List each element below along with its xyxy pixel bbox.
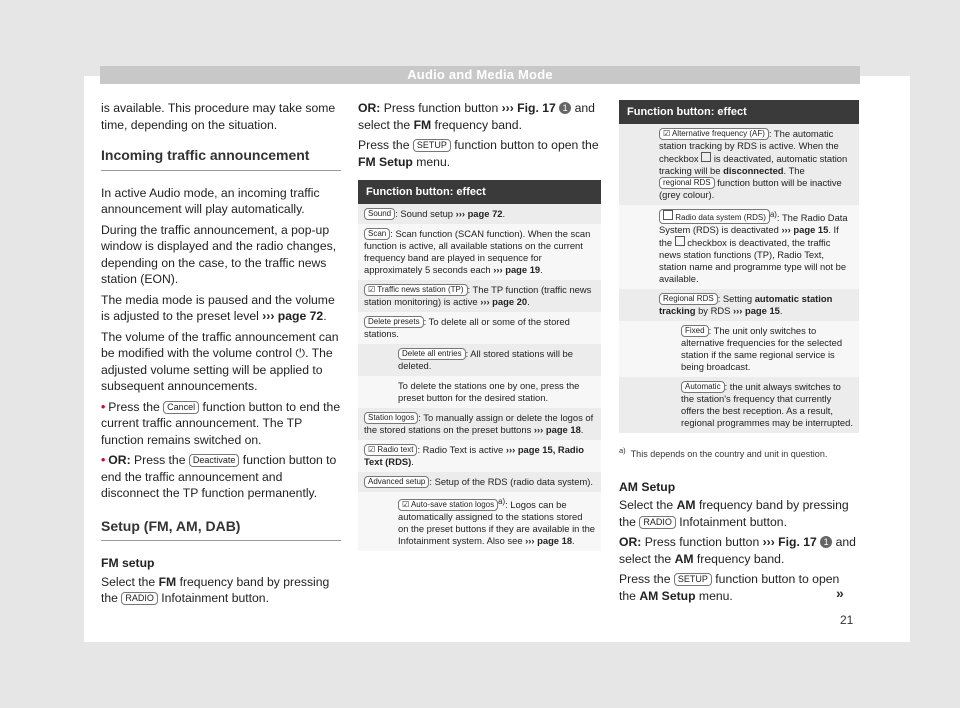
callout-number: 1 — [559, 102, 571, 114]
checkmark-icon: ☑ — [368, 285, 376, 294]
page-ref-link[interactable]: ››› page 72 — [262, 309, 324, 323]
paragraph: Press the SETUP function button to open the FM Setup menu. — [358, 138, 599, 169]
scan-button[interactable]: Scan — [364, 228, 390, 240]
advanced-setup-table — [619, 100, 859, 433]
column-1 — [101, 100, 341, 611]
regional-rds-button[interactable]: regional RDS — [659, 177, 715, 189]
bullet-item: • OR: Press the Deactivate function button to end the traffic announcement and disconnect the TP function permanently. — [101, 453, 337, 500]
cancel-button[interactable]: Cancel — [163, 401, 199, 414]
table-row: Scan : Scan function (SCAN function). When the scan function is active, all available stations on the current frequency band are played in sequence for approximately 5 seconds each ››› page 19. — [358, 224, 601, 280]
paragraph: OR: Press function button ››› Fig. 17 1 and select the FM frequency band. — [358, 101, 595, 132]
table-row: Regional RDS : Setting automatic station tracking by RDS ››› page 15. — [653, 289, 859, 321]
radio-button[interactable]: RADIO — [121, 592, 158, 605]
fig-ref-link[interactable]: ››› Fig. 17 — [501, 101, 556, 115]
checkbox-icon — [663, 210, 673, 220]
regional-rds-button[interactable]: Regional RDS — [659, 293, 718, 305]
table-row: ☑ Alternative frequency (AF) : The automatic station tracking by RDS is active. When the checkbox is deactivated, automatic station tracking will be disconnected. The regional RDS function button will be inactive (grey colour). — [653, 124, 859, 205]
paragraph: In active Audio mode, an incoming traffic announcement will play automatically. — [101, 185, 320, 216]
automatic-button[interactable]: Automatic — [681, 381, 725, 393]
checkmark-icon: ☑ — [368, 445, 376, 454]
table-row: ☑ Radio text : Radio Text is active ››› page 15, Radio Text (RDS). — [358, 440, 601, 472]
footnote: $^{a)}$ This depends on the country and unit in question. — [619, 446, 828, 460]
table-row: Delete presets : To delete all or some of the stored stations. — [358, 312, 601, 344]
bullet-icon: • — [101, 399, 106, 414]
af-button[interactable]: ☑ Alternative frequency (AF) — [659, 128, 769, 140]
paragraph: During the traffic announcement, a pop-up window is displayed and the radio changes, depending on the case, to the traffic news station (EON). — [101, 222, 337, 286]
column-3 — [619, 100, 859, 608]
deactivate-button[interactable]: Deactivate — [189, 454, 240, 467]
radio-text-button[interactable]: ☑ Radio text — [364, 444, 417, 456]
bullet-item: • Press the Cancel function button to end the current traffic announcement. The TP function remains switched on. — [101, 399, 341, 447]
auto-save-logos-button[interactable]: ☑ Auto-save station logos — [398, 499, 498, 511]
setup-button[interactable]: SETUP — [413, 139, 451, 152]
fig-ref-link[interactable]: ››› Fig. 17 — [762, 535, 817, 550]
page-number: 21 — [840, 613, 854, 627]
fm-function-table — [358, 180, 601, 551]
bullet-icon: • — [101, 453, 106, 467]
continue-mark: » — [836, 585, 844, 601]
delete-presets-button[interactable]: Delete presets — [364, 316, 424, 328]
rds-button[interactable]: Radio data system (RDS) — [659, 209, 770, 224]
radio-button[interactable]: RADIO — [639, 516, 676, 529]
paragraph: The volume of the traffic announcement can be modified with the volume control ⏻. The adjusted volume setting will be applied to subsequent announcements. — [101, 329, 339, 393]
table-row: To delete the stations one by one, press the preset button for the desired station. — [392, 376, 601, 408]
table-row: Station logos : To manually assign or delete the logos of the stored stations on the preset buttons ››› page 18. — [358, 408, 601, 440]
checkbox-icon — [675, 236, 685, 246]
table-row: Automatic : the unit always switches to the station's frequency that currently offers the best reception. As a result, regional programmes may be interrupted. — [675, 377, 859, 433]
section-heading-traffic: Incoming traffic announcement — [101, 137, 341, 171]
table-row: Advanced setup : Setup of the RDS (radio data system). — [358, 472, 601, 492]
subheading-am: AM Setup — [619, 479, 676, 494]
checkmark-icon: ☑ — [402, 500, 410, 510]
paragraph: Select the FM frequency band by pressing the RADIO Infotainment button. — [101, 574, 330, 605]
tp-button[interactable]: ☑ Traffic news station (TP) — [364, 284, 468, 296]
column-2 — [358, 100, 601, 551]
table-row: ☑ Auto-save station logos $^{a)}$: Logos can be automatically assigned to the stations stored on the preset buttons if they are available in the Infotainment system. Also see ››› page 18. — [392, 492, 601, 551]
subheading-fm: FM setup — [101, 556, 155, 570]
table-row: Radio data system (RDS) $^{a)}$: The Radio Data System (RDS) is deactivated ››› page 15. If the checkbox is deactivated, the traffic news station functions (TP), Radio Text, station name and programme type will not be available. — [653, 205, 859, 289]
table-row: Sound : Sound setup ››› page 72. — [358, 204, 601, 224]
checkmark-icon: ☑ — [663, 129, 671, 138]
table-row: ☑ Traffic news station (TP) : The TP function (traffic news station monitoring) is active ››› page 20. — [358, 280, 601, 312]
paragraph: is available. This procedure may take some time, depending on the situation. — [101, 101, 336, 132]
paragraph: Select the AM frequency band by pressing the RADIO Infotainment button. — [619, 498, 849, 529]
table-header: Function button: effect — [619, 100, 859, 124]
setup-button[interactable]: SETUP — [674, 573, 712, 586]
paragraph: OR: Press function button ››› Fig. 17 1 and select the AM frequency band. — [619, 535, 856, 566]
page-header: Audio and Media Mode — [100, 66, 860, 84]
table-row: Delete all entries : All stored stations will be deleted. — [392, 344, 601, 376]
delete-all-entries-button[interactable]: Delete all entries — [398, 348, 466, 360]
power-icon: ⏻ — [295, 346, 306, 360]
paragraph: Press the SETUP function button to open the AM Setup menu. — [619, 572, 840, 603]
checkbox-icon — [701, 152, 711, 162]
station-logos-button[interactable]: Station logos — [364, 412, 418, 424]
fixed-button[interactable]: Fixed — [681, 325, 709, 337]
callout-number: 1 — [820, 536, 832, 548]
table-row: Fixed : The unit only switches to alternative frequencies for the selected station if the same regional service is being broadcast. — [675, 321, 859, 377]
paragraph: The media mode is paused and the volume is adjusted to the preset level ››› page 72. — [101, 292, 335, 323]
advanced-setup-button[interactable]: Advanced setup — [364, 476, 429, 488]
sound-button[interactable]: Sound — [364, 208, 395, 220]
table-header: Function button: effect — [358, 180, 601, 204]
section-heading-setup: Setup (FM, AM, DAB) — [101, 508, 341, 542]
